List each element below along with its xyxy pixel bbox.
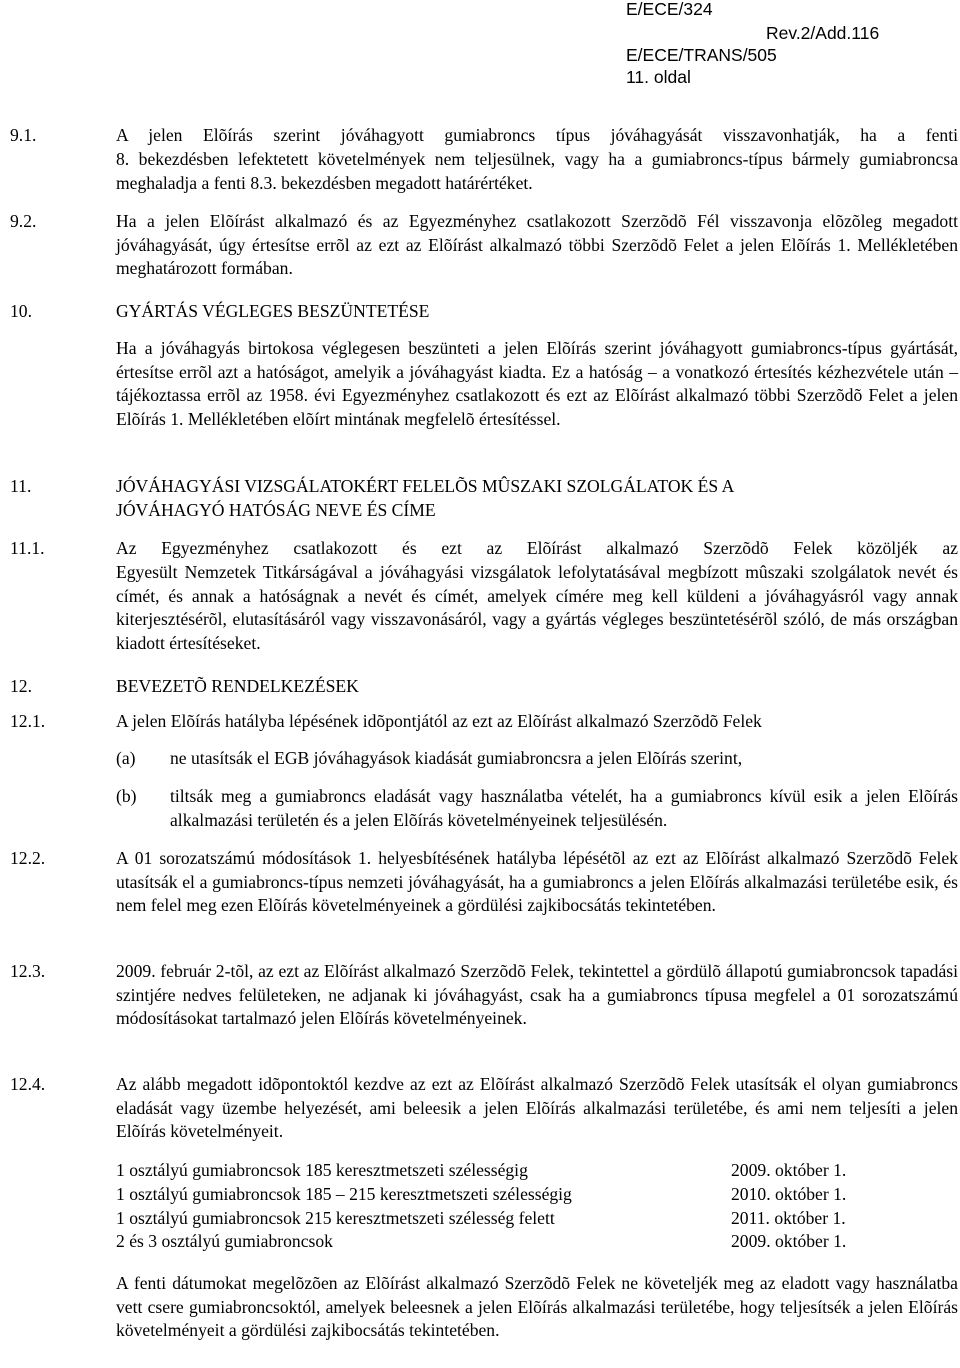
paragraph-number: 12.3. <box>10 961 46 981</box>
section-heading-line-1: JÓVÁHAGYÁSI VIZSGÁLATOKÉRT FELELÕS MÛSZAKI SZOLGÁLATOK ÉS A <box>116 476 735 496</box>
paragraph-number: 9.1. <box>10 125 37 145</box>
trans-code: E/ECE/TRANS/505 <box>626 45 777 65</box>
schedule-table <box>116 1159 876 1254</box>
section-number: 12. <box>10 676 32 696</box>
paragraph-text: Egyesült Nemzetek Titkárságával a jóváhagyási vizsgálatok lefolytatásával megbízott mûszaki szolgálatok nevét és címét, és annak a hatóságnak a nevét és címét, amelyek címére meg kell küldeni a jóváhagyásról vagy annak kiterjesztésérõl, elutasításáról vagy visszavonásáról, vagy a gyártás végleges beszüntetésérõl szóló, de más országban kiadott értesítéseket. <box>116 562 958 653</box>
schedule-row <box>116 1183 876 1207</box>
paragraph-number: 12.2. <box>10 848 46 868</box>
paragraph-number: 11.1. <box>10 538 45 558</box>
closing-text: A fenti dátumokat megelõzõen az Elõírást alkalmazó Szerzõdõ Felek ne követeljék meg az eladott vagy használatba vett csere gumiabroncsoktól, amelyek beleesnek a jelen Elõírás alkalmazási területébe, hogy teljesítsék a jelen Elõírás követelményeit a gördülési zajkibocsátás tekintetében. <box>116 1273 958 1340</box>
list-item-label: (a) <box>116 748 136 768</box>
schedule-row <box>116 1159 876 1183</box>
tyre-class: 1 osztályú gumiabroncsok 185 – 215 keresztmetszeti szélességig <box>116 1183 572 1204</box>
paragraph-text: Ha a jóváhagyás birtokosa véglegesen beszünteti a jelen Elõírás szerint jóváhagyott gumiabroncs-típus gyártását, értesítse errõl azt a hatóságot, amelyik a jóváhagyást kiadta. Ez a hatóság – a vonatkozó értesítés kézhezvétele után – tájékoztassa errõl az 1958. évi Egyezményhez csatlakozott és ezt az Elõírást alkalmazó többi Szerzõdõ Felet a jelen Elõírás 1. Mellékletében elõírt mintának megfelelõ értesítéssel. <box>116 338 958 429</box>
section-heading: BEVEZETÕ RENDELKEZÉSEK <box>116 676 359 696</box>
effective-date: 2009. október 1. <box>731 1160 847 1180</box>
schedule-row <box>116 1230 876 1254</box>
page-number: 11. oldal <box>626 67 691 87</box>
schedule-row <box>116 1207 876 1231</box>
paragraph-text: 2009. február 2-tõl, az ezt az Elõírást alkalmazó Szerzõdõ Felek, tekintettel a gördülõ állapotú gumiabroncsok tapadási szintjére nedves felületeken, ne adjanak ki jóváhagyást, csak ha a gumiabroncs típusa megfelel a 01 sorozatszámú módosításokat tartalmazó jelen Elõírás követelményeinek. <box>116 961 958 1028</box>
list-item-text: ne utasítsák el EGB jóváhagyások kiadását gumiabroncsra a jelen Elõírás szerint, <box>170 748 743 768</box>
tyre-class: 1 osztályú gumiabroncsok 185 keresztmetszeti szélességig <box>116 1160 528 1180</box>
effective-date: 2010. október 1. <box>731 1183 847 1204</box>
paragraph-text: 8. bekezdésben lefektetett követelmények nem teljesülnek, vagy ha a gumiabroncs-típus bármely gumiabroncsa meghaladja a fenti 8.3. bekezdésben megadott határértéket. <box>116 149 958 193</box>
section-heading: GYÁRTÁS VÉGLEGES BESZÜNTETÉSE <box>116 301 430 321</box>
paragraph-text: Ha a jelen Elõírást alkalmazó és az Egyezményhez csatlakozott Szerzõdõ Fél visszavonja elõzõleg megadott jóváhagyását, úgy értesítse errõl az ezt az Elõírást alkalmazó többi Szerzõdõ Felet a jelen Elõírás 1. Mellékletében meghatározott formában. <box>116 211 958 278</box>
list-item-label: (b) <box>116 786 137 806</box>
tyre-class: 2 és 3 osztályú gumiabroncsok <box>116 1231 333 1252</box>
section-number: 10. <box>10 301 32 321</box>
paragraph-text: A 01 sorozatszámú módosítások 1. helyesbítésének hatályba lépésétõl az ezt az Elõírást alkalmazó Szerzõdõ Felek utasítsák el a gumiabroncs-típus nemzeti jóváhagyását, ha a gumiabroncs a jelen Elõírás alkalmazási területébe esik, és nem felel meg ezen Elõírás követelményeinek a gördülési zajkibocsátás tekintetében. <box>116 848 958 915</box>
paragraph-text-first-line: Az Egyezményhez csatlakozott és ezt az Elõírást alkalmazó Szerzõdõ Felek közöljék az <box>116 538 958 558</box>
revision-code: Rev.2/Add.116 <box>766 23 880 43</box>
paragraph-text: A jelen Elõírás hatályba lépésének idõpontjától az ezt az Elõírást alkalmazó Szerzõdõ Felek <box>116 711 762 731</box>
paragraph-text: Az alább megadott idõpontoktól kezdve az ezt az Elõírást alkalmazó Szerzõdõ Felek utasítsák el olyan gumiabroncs eladását vagy üzembe helyezését, ami beleesik a jelen Elõírás alkalmazási területébe, és ami nem teljesíti a jelen Elõírás követelményeit. <box>116 1074 958 1141</box>
paragraph-text-first-line: A jelen Elõírás szerint jóváhagyott gumiabroncs típus jóváhagyását visszavonhatják, ha a fenti <box>116 125 958 145</box>
list-item-text: tiltsák meg a gumiabroncs eladását vagy használatba vételét, ha a gumiabroncs kívül esik a jelen Elõírás alkalmazási területén és a jelen Elõírás követelményeinek teljesülésén. <box>170 786 958 830</box>
paragraph-number: 12.4. <box>10 1074 46 1094</box>
effective-date: 2011. október 1. <box>731 1207 846 1228</box>
tyre-class: 1 osztályú gumiabroncsok 215 keresztmetszeti szélesség felett <box>116 1207 555 1228</box>
paragraph-number: 12.1. <box>10 711 46 731</box>
section-number: 11. <box>10 476 32 496</box>
effective-date: 2009. október 1. <box>731 1231 847 1252</box>
doc-code: E/ECE/324 <box>626 0 713 19</box>
paragraph-number: 9.2. <box>10 211 37 231</box>
section-heading-line-2: JÓVÁHAGYÓ HATÓSÁG NEVE ÉS CÍME <box>116 500 436 520</box>
